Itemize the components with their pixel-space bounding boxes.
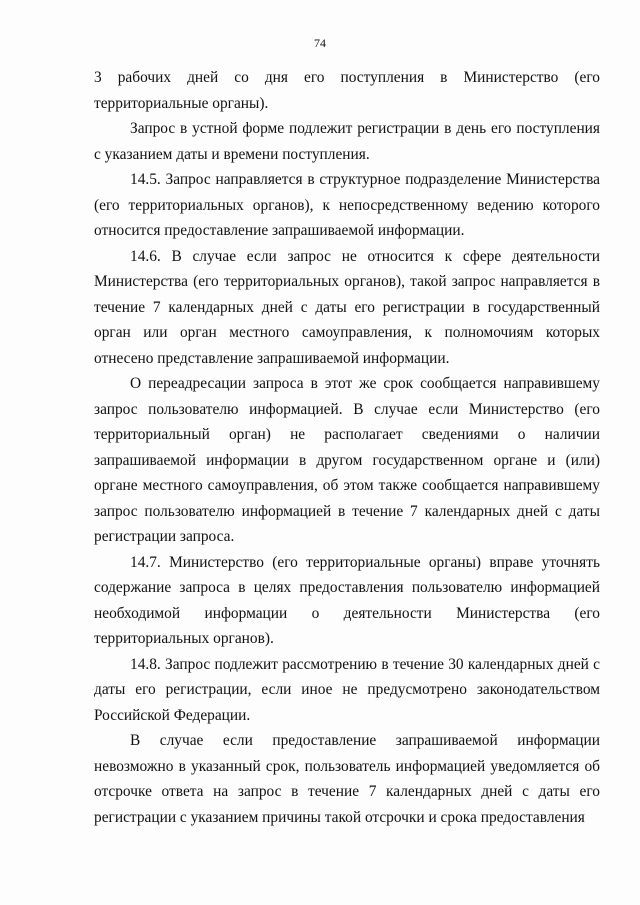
paragraph-clause-14-5: 14.5. Запрос направляется в структурное подразделение Министерства (его территориальных органов), к непосредственному ведению которого относится предоставление запрашиваемой информации. <box>94 171 600 239</box>
paragraph-deferral: В случае если предоставление запрашиваемой информации невозможно в указанный срок, пользователь информацией уведомляется об отсрочке ответа на запрос в течение 7 календарных дней с даты его регистрации с указанием причины такой отсрочки и срока предоставления <box>94 732 600 826</box>
paragraph-clause-14-8: 14.8. Запрос подлежит рассмотрению в течение 30 календарных дней с даты его регистрации, если иное не предусмотрено законодательством Российской Федерации. <box>94 655 600 724</box>
page-number: 74 <box>314 36 326 50</box>
paragraph-clause-14-7: 14.7. Министерство (его территориальные органы) вправе уточнять содержание запроса в целях предоставления пользователю информацией необходимой информации о деятельности Министерства (его территориальных органов). <box>94 553 600 647</box>
document-body <box>94 65 600 830</box>
paragraph-1: 3 рабочих дней со дня его поступления в Министерство (его территориальные органы). <box>94 69 600 112</box>
paragraph-2: Запрос в устной форме подлежит регистрации в день его поступления с указанием даты и времени поступления. <box>94 120 600 163</box>
paragraph-clause-14-6: 14.6. В случае если запрос не относится к сфере деятельности Министерства (его территориальных органов), такой запрос направляется в течение 7 календарных дней с даты его регистрации в государственный орган или орган местного самоуправления, к полномочиям которых отнесено представление запрашиваемой информации. <box>94 247 600 367</box>
paragraph-redirect-notice: О переадресации запроса в этот же срок сообщается направившему запрос пользователю информацией. В случае если Министерство (его территориальный орган) не располагает сведениями о наличии запрашиваемой информации в другом государственном органе и (или) органе местного самоуправления, об этом также сообщается направившему запрос пользователю информацией в течение 7 календарных дней с даты регистрации запроса. <box>94 375 600 545</box>
